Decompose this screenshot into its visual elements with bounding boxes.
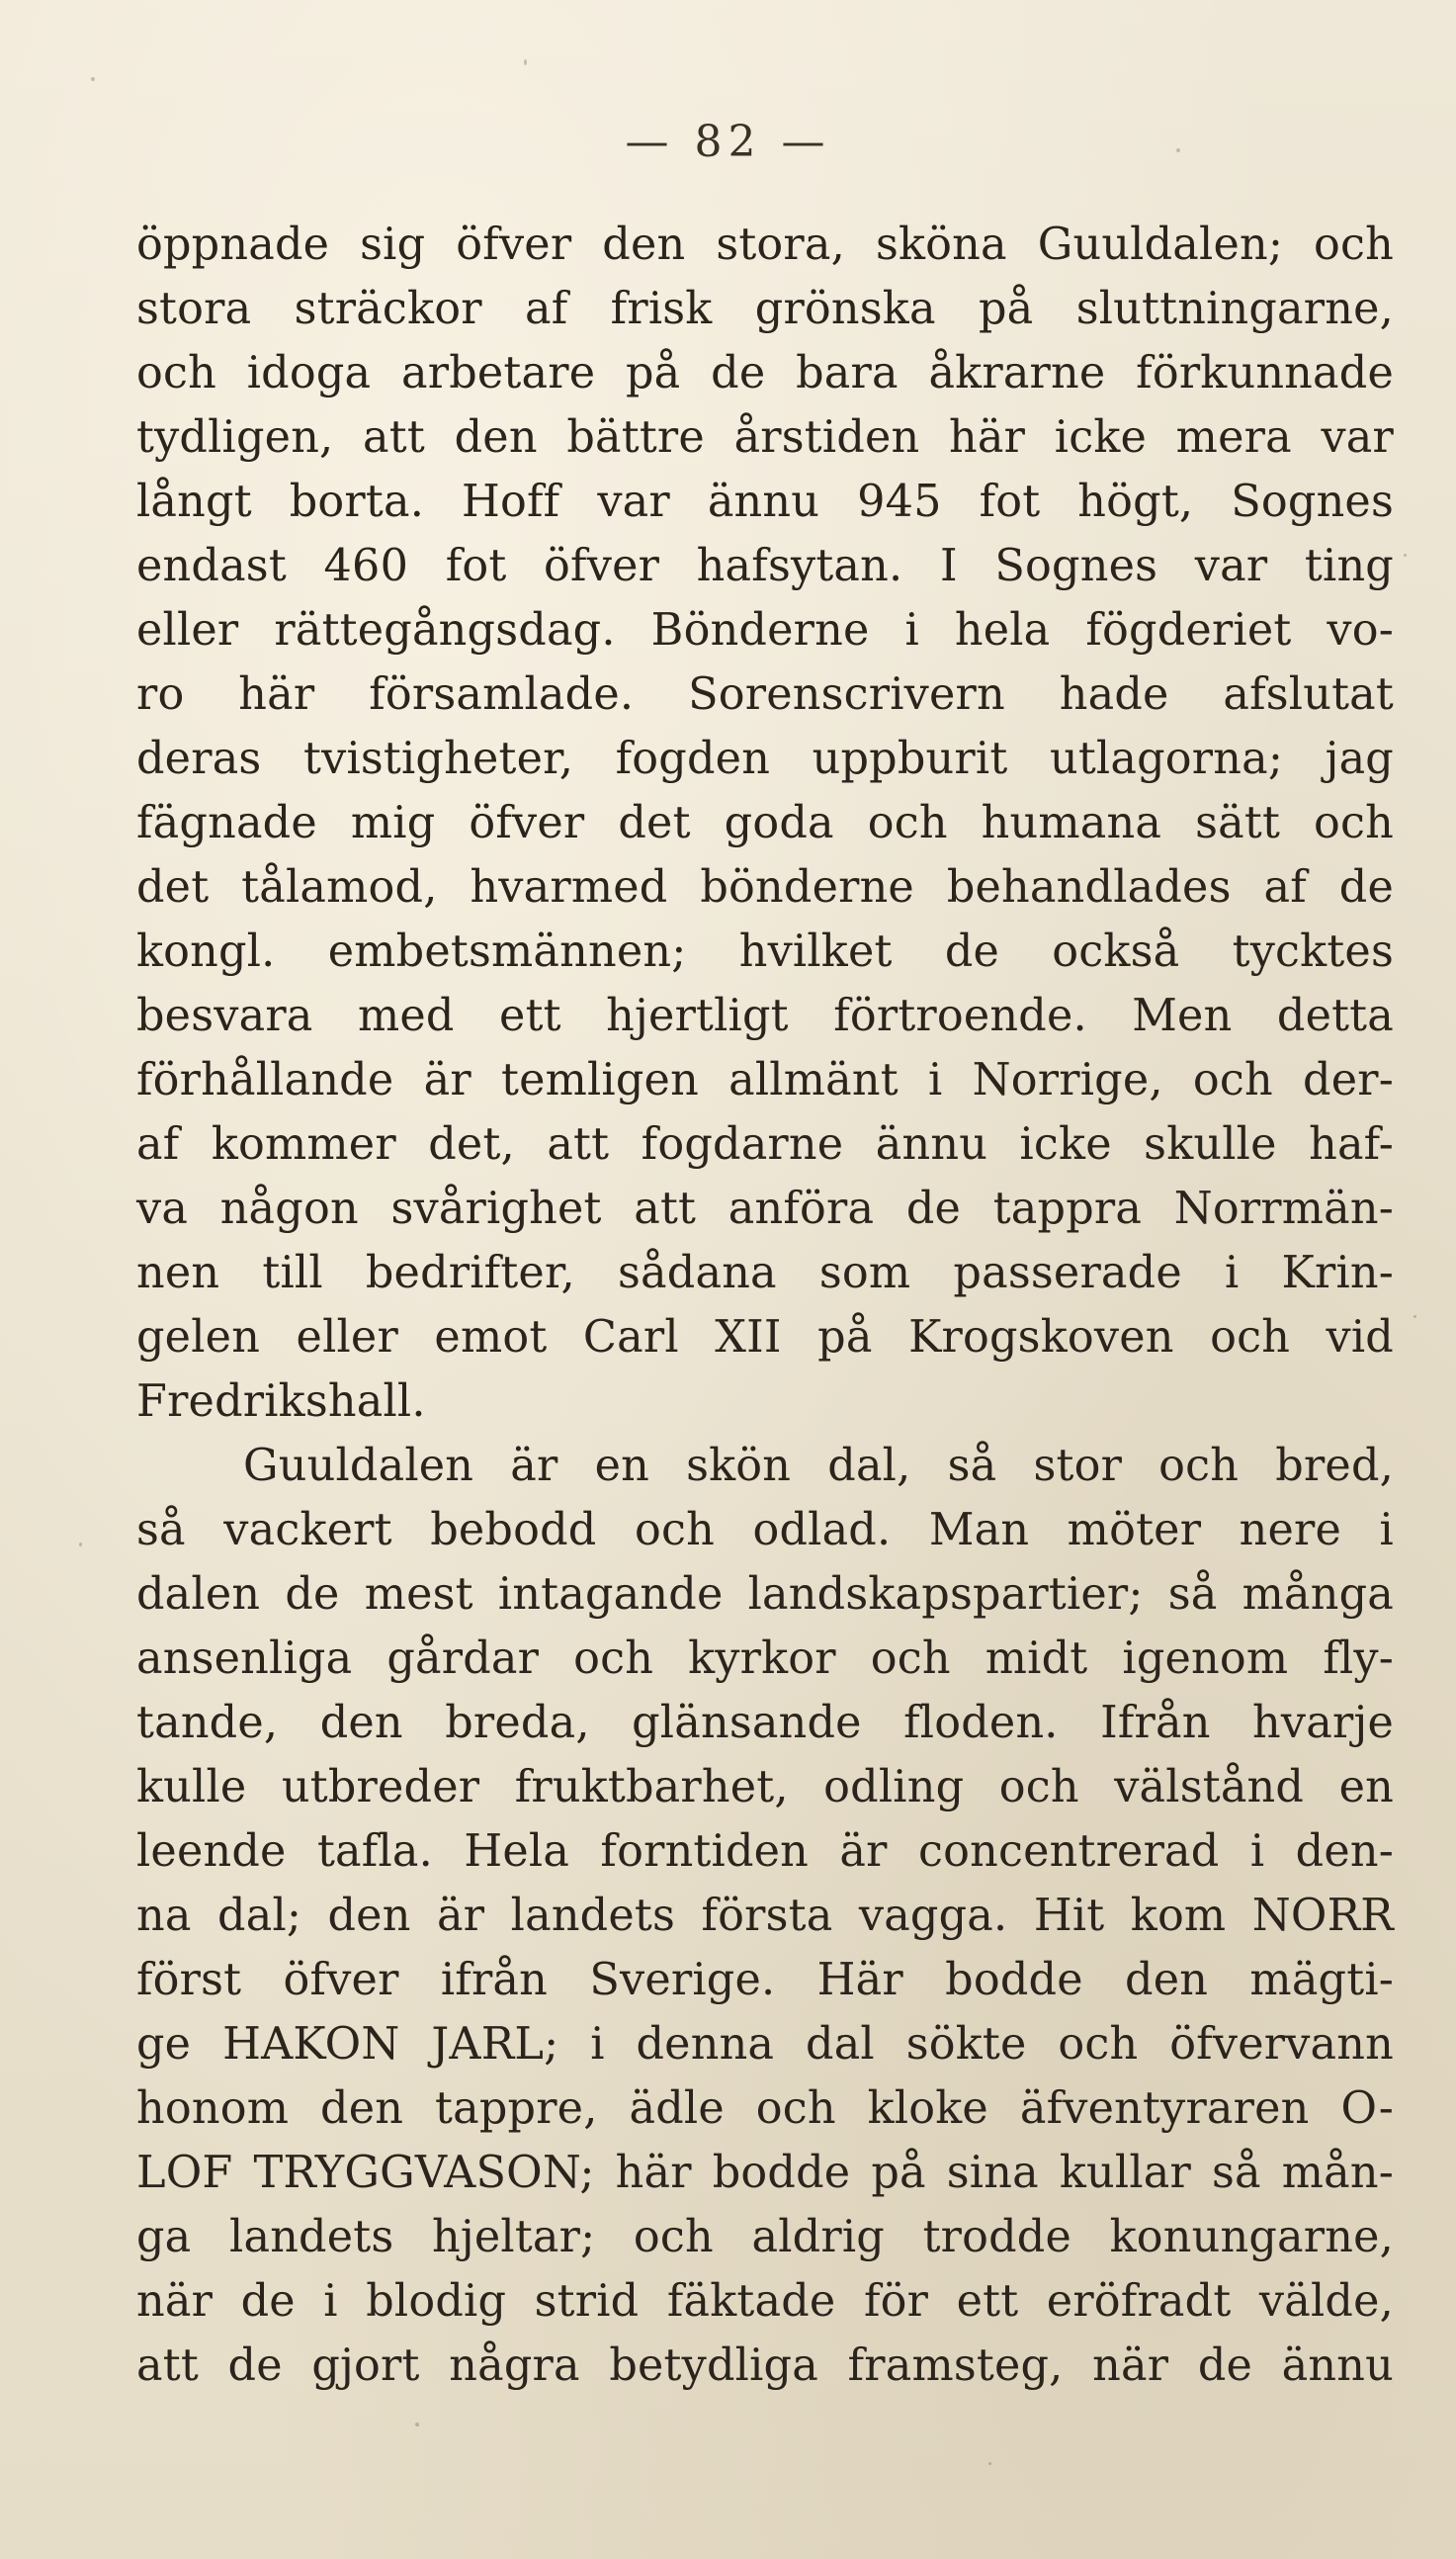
text-line: stora sträckor af frisk grönska på sluttningarne, (136, 284, 1394, 334)
text-line: na dal; den är landets första vagga. Hit kom NORR (136, 1891, 1394, 1941)
text-line: ansenliga gårdar och kyrkor och midt igenom fly- (136, 1633, 1394, 1684)
body-text (136, 213, 1394, 2398)
text-line: långt borta. Hoff var ännu 945 fot högt, Sognes (136, 477, 1394, 527)
text-line: Fredrikshall. (136, 1376, 426, 1427)
text-line: ro här församlade. Sorenscrivern hade afslutat (136, 669, 1394, 720)
text-line: honom den tappre, ädle och kloke äfventyraren O- (136, 2083, 1394, 2134)
text-line: tande, den breda, glänsande floden. Ifrån hvarje (136, 1698, 1394, 1748)
text-line: och idoga arbetare på de bara åkrarne förkunnade (136, 348, 1394, 398)
page-bottom-margin (0, 2373, 1456, 2559)
text-line: förhållande är temligen allmänt i Norrige, och der- (136, 1055, 1394, 1105)
text-line: besvara med ett hjertligt förtroende. Men detta (136, 991, 1394, 1041)
text-line: gelen eller emot Carl XII på Krogskoven och vid (136, 1312, 1394, 1363)
paper-speck (91, 77, 95, 81)
text-line: tydligen, att den bättre årstiden här icke mera var (136, 412, 1394, 463)
text-line: af kommer det, att fogdarne ännu icke skulle haf- (136, 1119, 1394, 1170)
text-line: det tålamod, hvarmed bönderne behandlades af de (136, 862, 1394, 913)
text-line: eller rättegångsdag. Bönderne i hela fögderiet vo- (136, 605, 1394, 656)
text-line: dalen de mest intagande landskapspartier; så många (136, 1569, 1394, 1620)
text-line: först öfver ifrån Sverige. Här bodde den mägti- (136, 1955, 1394, 2005)
text-line: leende tafla. Hela forntiden är concentrerad i den- (136, 1826, 1394, 1877)
text-line: nen till bedrifter, sådana som passerade i Krin- (136, 1248, 1394, 1298)
paper-speck (1404, 554, 1407, 557)
page-number: — 82 — (625, 117, 831, 167)
text-line: kongl. embetsmännen; hvilket de också tycktes (136, 927, 1394, 977)
text-line: ge HAKON JARL; i denna dal sökte och öfvervann (136, 2019, 1394, 2070)
text-line: när de i blodig strid fäktade för ett eröfradt välde, (136, 2276, 1394, 2327)
text-line: ga landets hjeltar; och aldrig trodde konungarne, (136, 2212, 1394, 2262)
text-line: va någon svårighet att anföra de tappra Norrmän- (136, 1184, 1394, 1234)
text-line: öppnade sig öfver den stora, sköna Guuldalen; och (136, 220, 1394, 270)
paper-speck (524, 59, 527, 65)
text-line: deras tvistigheter, fogden uppburit utlagorna; jag (136, 734, 1394, 784)
text-line: så vackert bebodd och odlad. Man möter nere i (136, 1505, 1394, 1555)
text-line: fägnade mig öfver det goda och humana sätt och (136, 798, 1394, 848)
text-line: Guuldalen är en skön dal, så stor och bred, (243, 1441, 1394, 1491)
text-line: endast 460 fot öfver hafsytan. I Sognes var ting (136, 541, 1394, 591)
paper-speck (79, 1543, 82, 1546)
text-line: kulle utbreder fruktbarhet, odling och välstånd en (136, 1762, 1394, 1812)
text-line: LOF TRYGGVASON; här bodde på sina kullar så mån- (136, 2148, 1394, 2198)
text-line: att de gjort några betydliga framsteg, när de ännu (136, 2340, 1394, 2391)
paper-speck (1413, 1315, 1416, 1318)
